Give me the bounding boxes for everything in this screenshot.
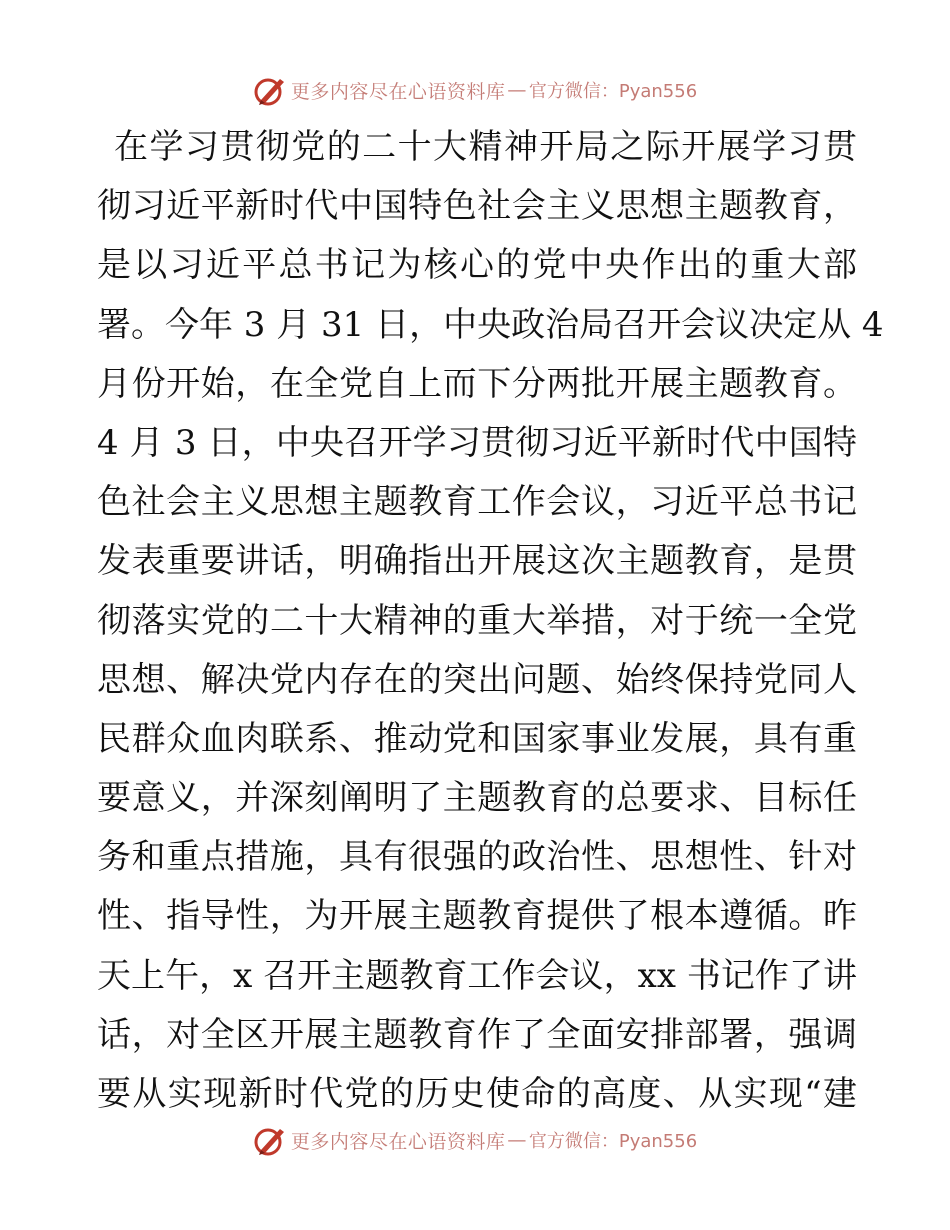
paragraph-line: 4 月 3 日，中央召开学习贯彻习近平新时代中国特 xyxy=(97,422,857,463)
paragraph-line: 署。今年 3 月 31 日，中央政治局召开会议决定从 4 xyxy=(97,304,884,345)
watermark-wechat-text: 官方微信：Pyan556 xyxy=(528,81,698,102)
watermark-wechat-text: 官方微信：Pyan556 xyxy=(528,1131,698,1152)
watermark-separator: — xyxy=(507,1129,527,1151)
paragraph-line: 色社会主义思想主题教育工作会议，习近平总书记 xyxy=(97,482,857,523)
paragraph-line: 话，对全区开展主题教育作了全面安排部署，强调 xyxy=(97,1014,857,1055)
paragraph-line: 要从实现新时代党的历史使命的高度、从实现“建 xyxy=(97,1074,857,1114)
paragraph-line: 彻习近平新时代中国特色社会主义思想主题教育， xyxy=(97,186,857,227)
paragraph-line: 要意义，并深刻阐明了主题教育的总要求、目标任 xyxy=(97,778,857,819)
paragraph-line: 务和重点措施，具有很强的政治性、思想性、针对 xyxy=(97,837,857,878)
paragraph-line: 天上午，x 召开主题教育工作会议，xx 书记作了讲 xyxy=(97,955,857,996)
watermark-site-text: 更多内容尽在心语资料库 xyxy=(290,1130,506,1153)
paragraph-line: 月份开始，在全党自上而下分两批开展主题教育。 xyxy=(97,363,857,404)
pen-in-circle-icon xyxy=(253,73,287,107)
paragraph-line: 民群众血肉联系、推动党和国家事业发展，具有重 xyxy=(97,718,857,759)
paragraph-line: 性、指导性，为开展主题教育提供了根本遵循。昨 xyxy=(97,896,857,937)
paragraph-line: 彻落实党的二十大精神的重大举措，对于统一全党 xyxy=(97,600,857,641)
paragraph-line: 思想、解决党内存在的突出问题、始终保持党同人 xyxy=(97,659,857,700)
watermark-site-text: 更多内容尽在心语资料库 xyxy=(290,80,506,103)
paragraph-line: 发表重要讲话，明确指出开展这次主题教育，是贯 xyxy=(97,541,857,582)
paragraph-line: 是以习近平总书记为核心的党中央作出的重大部 xyxy=(97,245,857,286)
header-watermark xyxy=(0,70,950,110)
pen-in-circle-icon xyxy=(253,1123,287,1157)
document-paragraph xyxy=(97,118,884,1124)
footer-watermark xyxy=(0,1120,950,1160)
watermark-separator: — xyxy=(507,79,527,101)
paragraph-line: 在学习贯彻党的二十大精神开局之际开展学习贯 xyxy=(114,127,857,167)
